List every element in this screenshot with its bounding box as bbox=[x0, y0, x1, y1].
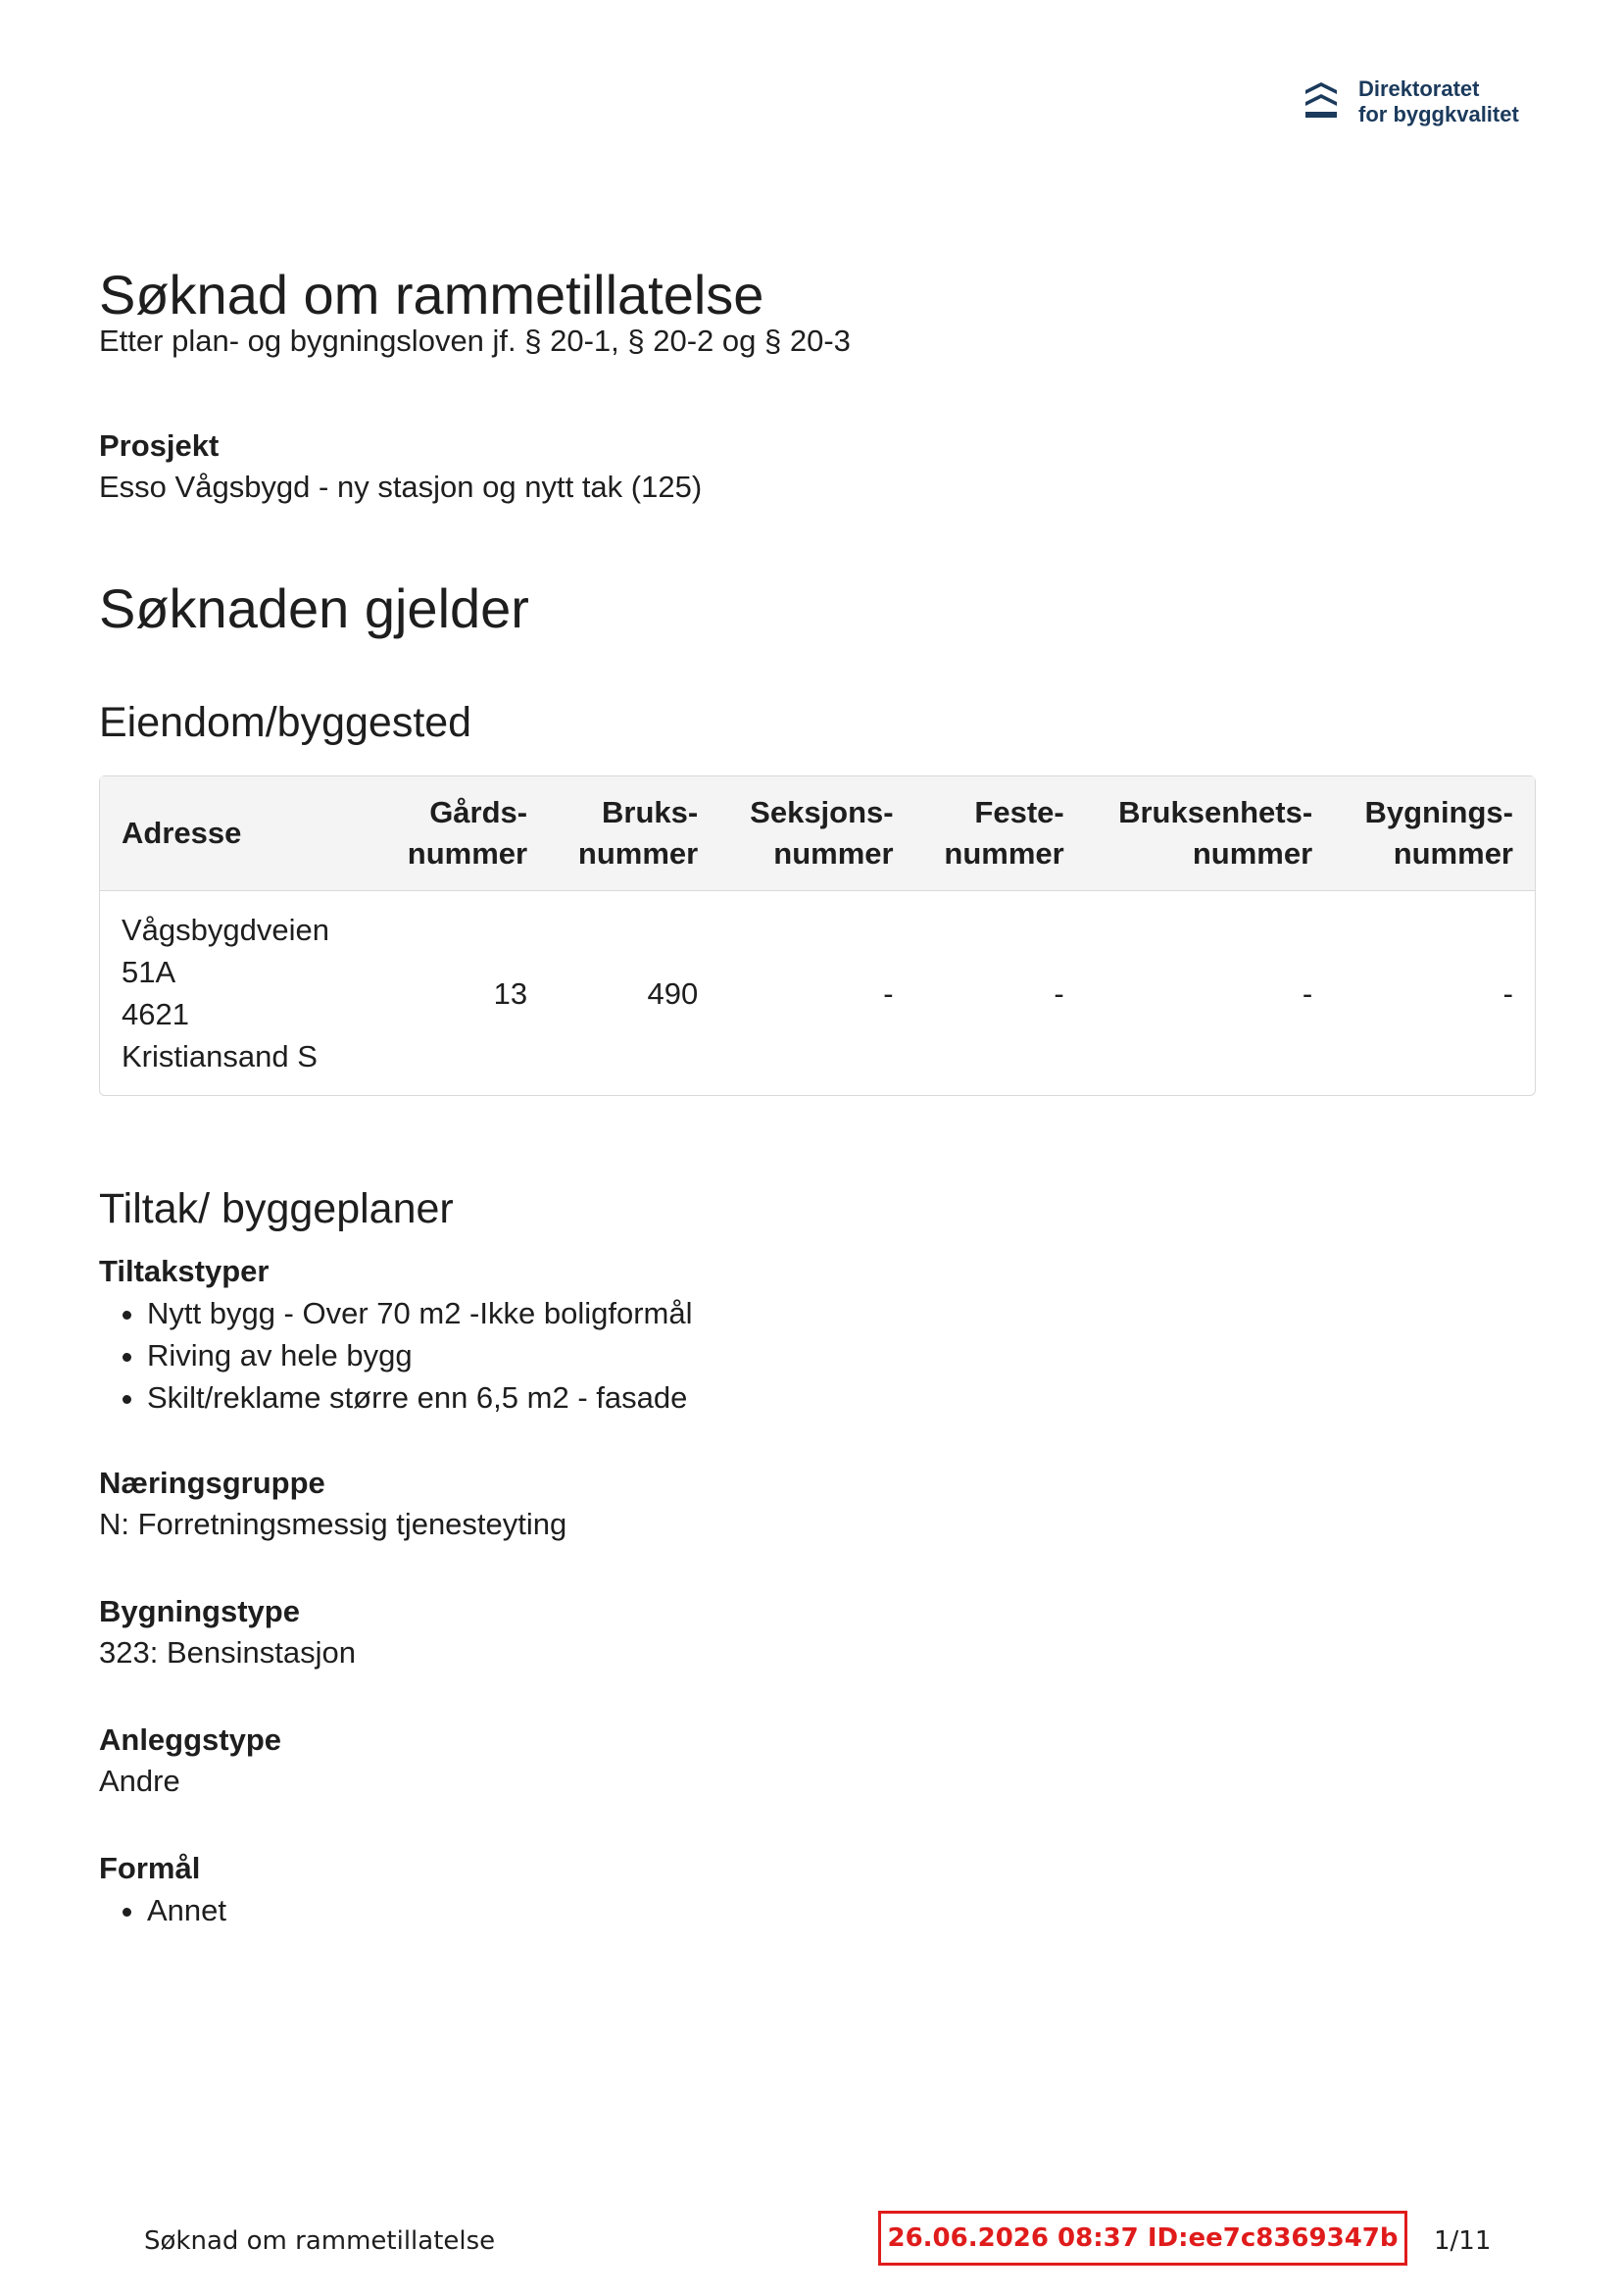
project-block bbox=[99, 426, 1536, 510]
list-item: • Skilt/reklame større enn 6,5 m2 - fasade bbox=[147, 1376, 1536, 1419]
col-gardsnummer: Gårds- nummer bbox=[378, 776, 549, 891]
dibk-logo-icon bbox=[1302, 78, 1341, 125]
formal-list bbox=[99, 1889, 1536, 1931]
col-adresse: Adresse bbox=[100, 776, 378, 891]
footer-id-stamp: 26.06.2026 08:37 ID:ee7c8369347b bbox=[878, 2211, 1407, 2266]
tiltak-heading: Tiltak/ byggeplaner bbox=[99, 1185, 454, 1233]
list-item: • Annet bbox=[147, 1889, 1536, 1931]
footer-title: Søknad om rammetillatelse bbox=[144, 2226, 496, 2256]
anleggstype-block bbox=[99, 1721, 1536, 1804]
col-bruksnummer: Bruks- nummer bbox=[549, 776, 719, 891]
document-title: Søknad om rammetillatelse bbox=[99, 264, 764, 325]
logo-line-2: for byggkvalitet bbox=[1358, 102, 1519, 126]
project-value: Esso Vågsbygd - ny stasjon og nytt tak (125) bbox=[99, 470, 703, 505]
col-seksjonsnummer: Seksjons- nummer bbox=[719, 776, 914, 891]
tiltakstyper-list bbox=[99, 1292, 1536, 1419]
cell-seksjonsnummer: - bbox=[883, 975, 894, 1011]
project-label: Prosjekt bbox=[99, 427, 220, 463]
page-number: 1/11 bbox=[1434, 2226, 1492, 2256]
list-item: • Riving av hele bygg bbox=[147, 1334, 1536, 1376]
document-content bbox=[99, 264, 1536, 1931]
cell-gardsnummer: 13 bbox=[493, 975, 528, 1011]
property-table bbox=[99, 775, 1536, 1096]
col-bruksenhetsnummer: Bruksenhets- nummer bbox=[1086, 776, 1334, 891]
property-table-header-row bbox=[100, 776, 1535, 891]
list-item: • Nytt bygg - Over 70 m2 -Ikke boligformål bbox=[147, 1292, 1536, 1334]
cell-festenummer: - bbox=[1054, 975, 1064, 1011]
col-festenummer: Feste- nummer bbox=[915, 776, 1086, 891]
page-footer bbox=[0, 2211, 1623, 2270]
property-heading: Eiendom/byggested bbox=[99, 698, 472, 746]
formal-label: Formål bbox=[99, 1851, 201, 1886]
bygningstype-label: Bygningstype bbox=[99, 1593, 300, 1628]
cell-bygningsnummer: - bbox=[1502, 975, 1513, 1011]
bygningstype-value: 323: Bensinstasjon bbox=[99, 1635, 356, 1671]
document-subtitle: Etter plan- og bygningsloven jf. § 20-1, § 20-2 og § 20-3 bbox=[99, 323, 851, 358]
table-row bbox=[100, 891, 1535, 1095]
tiltakstyper-block bbox=[99, 1252, 1536, 1418]
formal-block bbox=[99, 1849, 1536, 1930]
naeringsgruppe-value: N: Forretningsmessig tjenesteyting bbox=[99, 1506, 567, 1541]
bygningstype-block bbox=[99, 1592, 1536, 1675]
naeringsgruppe-label: Næringsgruppe bbox=[99, 1465, 325, 1500]
logo-text bbox=[1358, 76, 1519, 127]
cell-address: Vågsbygdveien 51A 4621 Kristiansand S bbox=[122, 913, 329, 1074]
cell-bruksnummer: 490 bbox=[647, 975, 699, 1011]
tiltakstyper-label: Tiltakstyper bbox=[99, 1254, 270, 1289]
cell-bruksenhetsnummer: - bbox=[1302, 975, 1313, 1011]
logo-line-1: Direktoratet bbox=[1358, 76, 1480, 101]
naeringsgruppe-block bbox=[99, 1464, 1536, 1547]
dibk-logo bbox=[1302, 76, 1519, 127]
col-bygningsnummer: Bygnings- nummer bbox=[1334, 776, 1535, 891]
anleggstype-value: Andre bbox=[99, 1764, 180, 1799]
anleggstype-label: Anleggstype bbox=[99, 1722, 282, 1758]
section-heading-soknaden-gjelder: Søknaden gjelder bbox=[99, 577, 529, 640]
